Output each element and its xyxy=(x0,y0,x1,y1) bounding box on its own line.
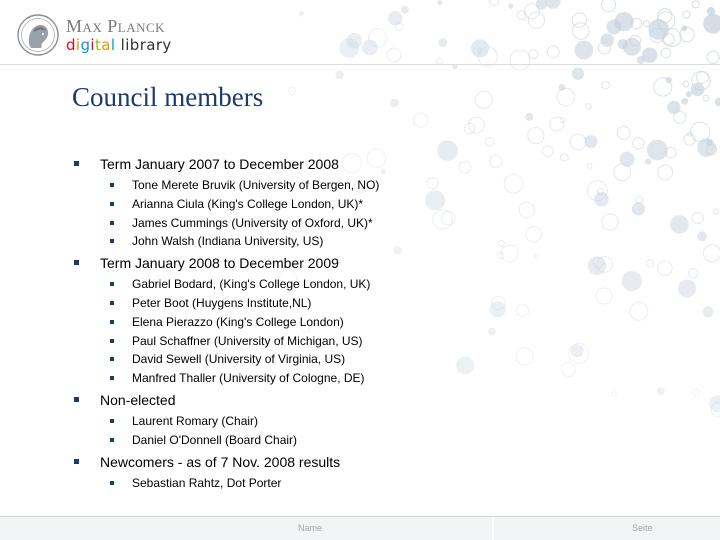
decorative-bubble xyxy=(686,92,691,97)
decorative-bubble xyxy=(289,88,296,95)
footer-page-area xyxy=(494,517,720,540)
decorative-bubble xyxy=(391,99,399,107)
square-bullet-icon xyxy=(110,202,114,206)
member-item-text: Peter Boot (Huygens Institute,NL) xyxy=(132,295,312,310)
member-item xyxy=(132,294,672,313)
footer xyxy=(0,516,720,540)
logo-letter: l xyxy=(110,36,116,54)
decorative-bubble xyxy=(336,71,344,79)
decorative-bubble xyxy=(684,134,695,145)
member-item xyxy=(132,232,672,251)
member-item-text: Arianna Ciula (King's College London, UK)* xyxy=(132,196,364,211)
member-item xyxy=(132,275,672,294)
square-bullet-icon xyxy=(110,339,114,343)
logo-letter: i xyxy=(75,36,81,54)
member-item xyxy=(132,176,672,195)
decorative-bubble xyxy=(679,280,696,297)
decorative-bubble xyxy=(668,101,680,113)
member-item xyxy=(132,332,672,351)
decorative-bubble xyxy=(570,134,586,150)
header xyxy=(0,0,720,64)
square-bullet-icon xyxy=(110,320,114,324)
member-item xyxy=(132,412,672,431)
term-heading xyxy=(72,452,672,472)
term-heading xyxy=(72,390,672,410)
decorative-bubble xyxy=(671,216,689,234)
logo-letter: g xyxy=(80,36,91,54)
logo-letter: d xyxy=(66,36,76,54)
decorative-bubble xyxy=(715,98,720,105)
square-bullet-icon xyxy=(110,376,114,380)
decorative-bubble xyxy=(528,128,544,144)
decorative-bubble xyxy=(602,81,610,89)
decorative-bubble xyxy=(633,138,644,149)
member-sublist xyxy=(72,474,672,493)
member-item-text: Tone Merete Bruvik (University of Bergen, NO) xyxy=(132,178,380,192)
logo-letter: t xyxy=(95,36,102,54)
member-item xyxy=(132,214,672,233)
member-item xyxy=(132,313,672,332)
square-bullet-icon xyxy=(110,183,114,187)
logo-max-planck-text: Max Planck xyxy=(66,16,166,36)
member-item-text: Sebastian Rahtz, Dot Porter xyxy=(132,475,282,490)
member-sublist xyxy=(72,412,672,450)
decorative-bubble xyxy=(691,83,704,96)
member-item xyxy=(132,195,672,214)
member-item-text: James Cummings (University of Oxford, UK)* xyxy=(132,215,373,230)
member-item-text: Gabriel Bodard, (King's College London, UK) xyxy=(132,277,371,292)
header-divider xyxy=(0,64,720,65)
decorative-bubble xyxy=(703,307,713,317)
decorative-bubble xyxy=(714,209,719,214)
decorative-bubble xyxy=(414,113,428,127)
decorative-bubble xyxy=(654,78,672,96)
square-bullet-icon xyxy=(74,260,79,265)
term-heading xyxy=(72,154,672,174)
member-item xyxy=(132,474,672,493)
member-item xyxy=(132,369,672,388)
member-item xyxy=(132,431,672,450)
decorative-bubble xyxy=(475,91,492,108)
footer-page-label: Seite xyxy=(632,523,653,533)
decorative-bubble xyxy=(550,117,564,131)
footer-name-label: Name xyxy=(298,523,323,533)
decorative-bubble xyxy=(557,88,575,106)
square-bullet-icon xyxy=(74,161,79,166)
logo-letter: a xyxy=(101,36,111,54)
member-item-text: David Sewell (University of Virginia, US) xyxy=(132,352,346,367)
member-sublist xyxy=(72,275,672,388)
decorative-bubble xyxy=(469,117,485,133)
decorative-bubble xyxy=(453,65,457,69)
decorative-bubble xyxy=(586,104,592,110)
member-item-text: Paul Schaffner (University of Michigan, US) xyxy=(132,333,363,348)
decorative-bubble xyxy=(682,98,688,104)
term-heading-text: Term January 2007 to December 2008 xyxy=(100,156,339,172)
max-planck-logo xyxy=(17,14,172,58)
term-heading-text: Newcomers - as of 7 Nov. 2008 results xyxy=(100,453,341,470)
logo-digital-library-text xyxy=(66,36,172,54)
slide-title: Council members xyxy=(72,82,264,112)
square-bullet-icon xyxy=(110,481,114,485)
term-heading xyxy=(72,253,672,273)
decorative-bubble xyxy=(703,245,720,262)
square-bullet-icon xyxy=(110,239,114,243)
footer-name-area xyxy=(0,517,492,540)
decorative-bubble xyxy=(689,269,698,278)
square-bullet-icon xyxy=(110,419,114,423)
decorative-bubble xyxy=(692,212,703,223)
logo-letter: i xyxy=(90,36,95,54)
square-bullet-icon xyxy=(110,438,114,442)
decorative-bubble xyxy=(585,136,597,148)
square-bullet-icon xyxy=(110,282,114,286)
decorative-bubble xyxy=(697,72,709,84)
term-heading-text: Non-elected xyxy=(100,391,176,408)
member-sublist xyxy=(72,176,672,251)
member-item-text: Manfred Thaller (University of Cologne, DE) xyxy=(132,371,365,386)
member-item xyxy=(132,350,672,369)
minerva-seal-icon xyxy=(17,14,59,56)
decorative-bubble xyxy=(617,126,630,139)
decorative-bubble xyxy=(693,389,700,396)
decorative-bubble xyxy=(485,137,494,146)
member-item-text: Elena Pierazzo (King's College London) xyxy=(132,314,344,329)
square-bullet-icon xyxy=(110,357,114,361)
decorative-bubble xyxy=(683,81,689,87)
decorative-bubble xyxy=(526,113,533,120)
square-bullet-icon xyxy=(110,301,114,305)
term-heading-text: Term January 2008 to December 2009 xyxy=(100,255,339,272)
member-item-text: Laurent Romary (Chair) xyxy=(132,413,259,428)
council-member-list xyxy=(72,154,672,494)
member-item-text: John Walsh (Indiana University, US) xyxy=(132,234,324,249)
member-item-text: Daniel O'Donnell (Board Chair) xyxy=(132,432,298,447)
square-bullet-icon xyxy=(74,459,79,464)
square-bullet-icon xyxy=(110,221,114,225)
decorative-bubble xyxy=(698,232,707,241)
logo-letter: library xyxy=(120,36,172,54)
decorative-bubble xyxy=(703,95,709,101)
square-bullet-icon xyxy=(74,397,79,402)
decorative-bubble xyxy=(572,68,583,79)
